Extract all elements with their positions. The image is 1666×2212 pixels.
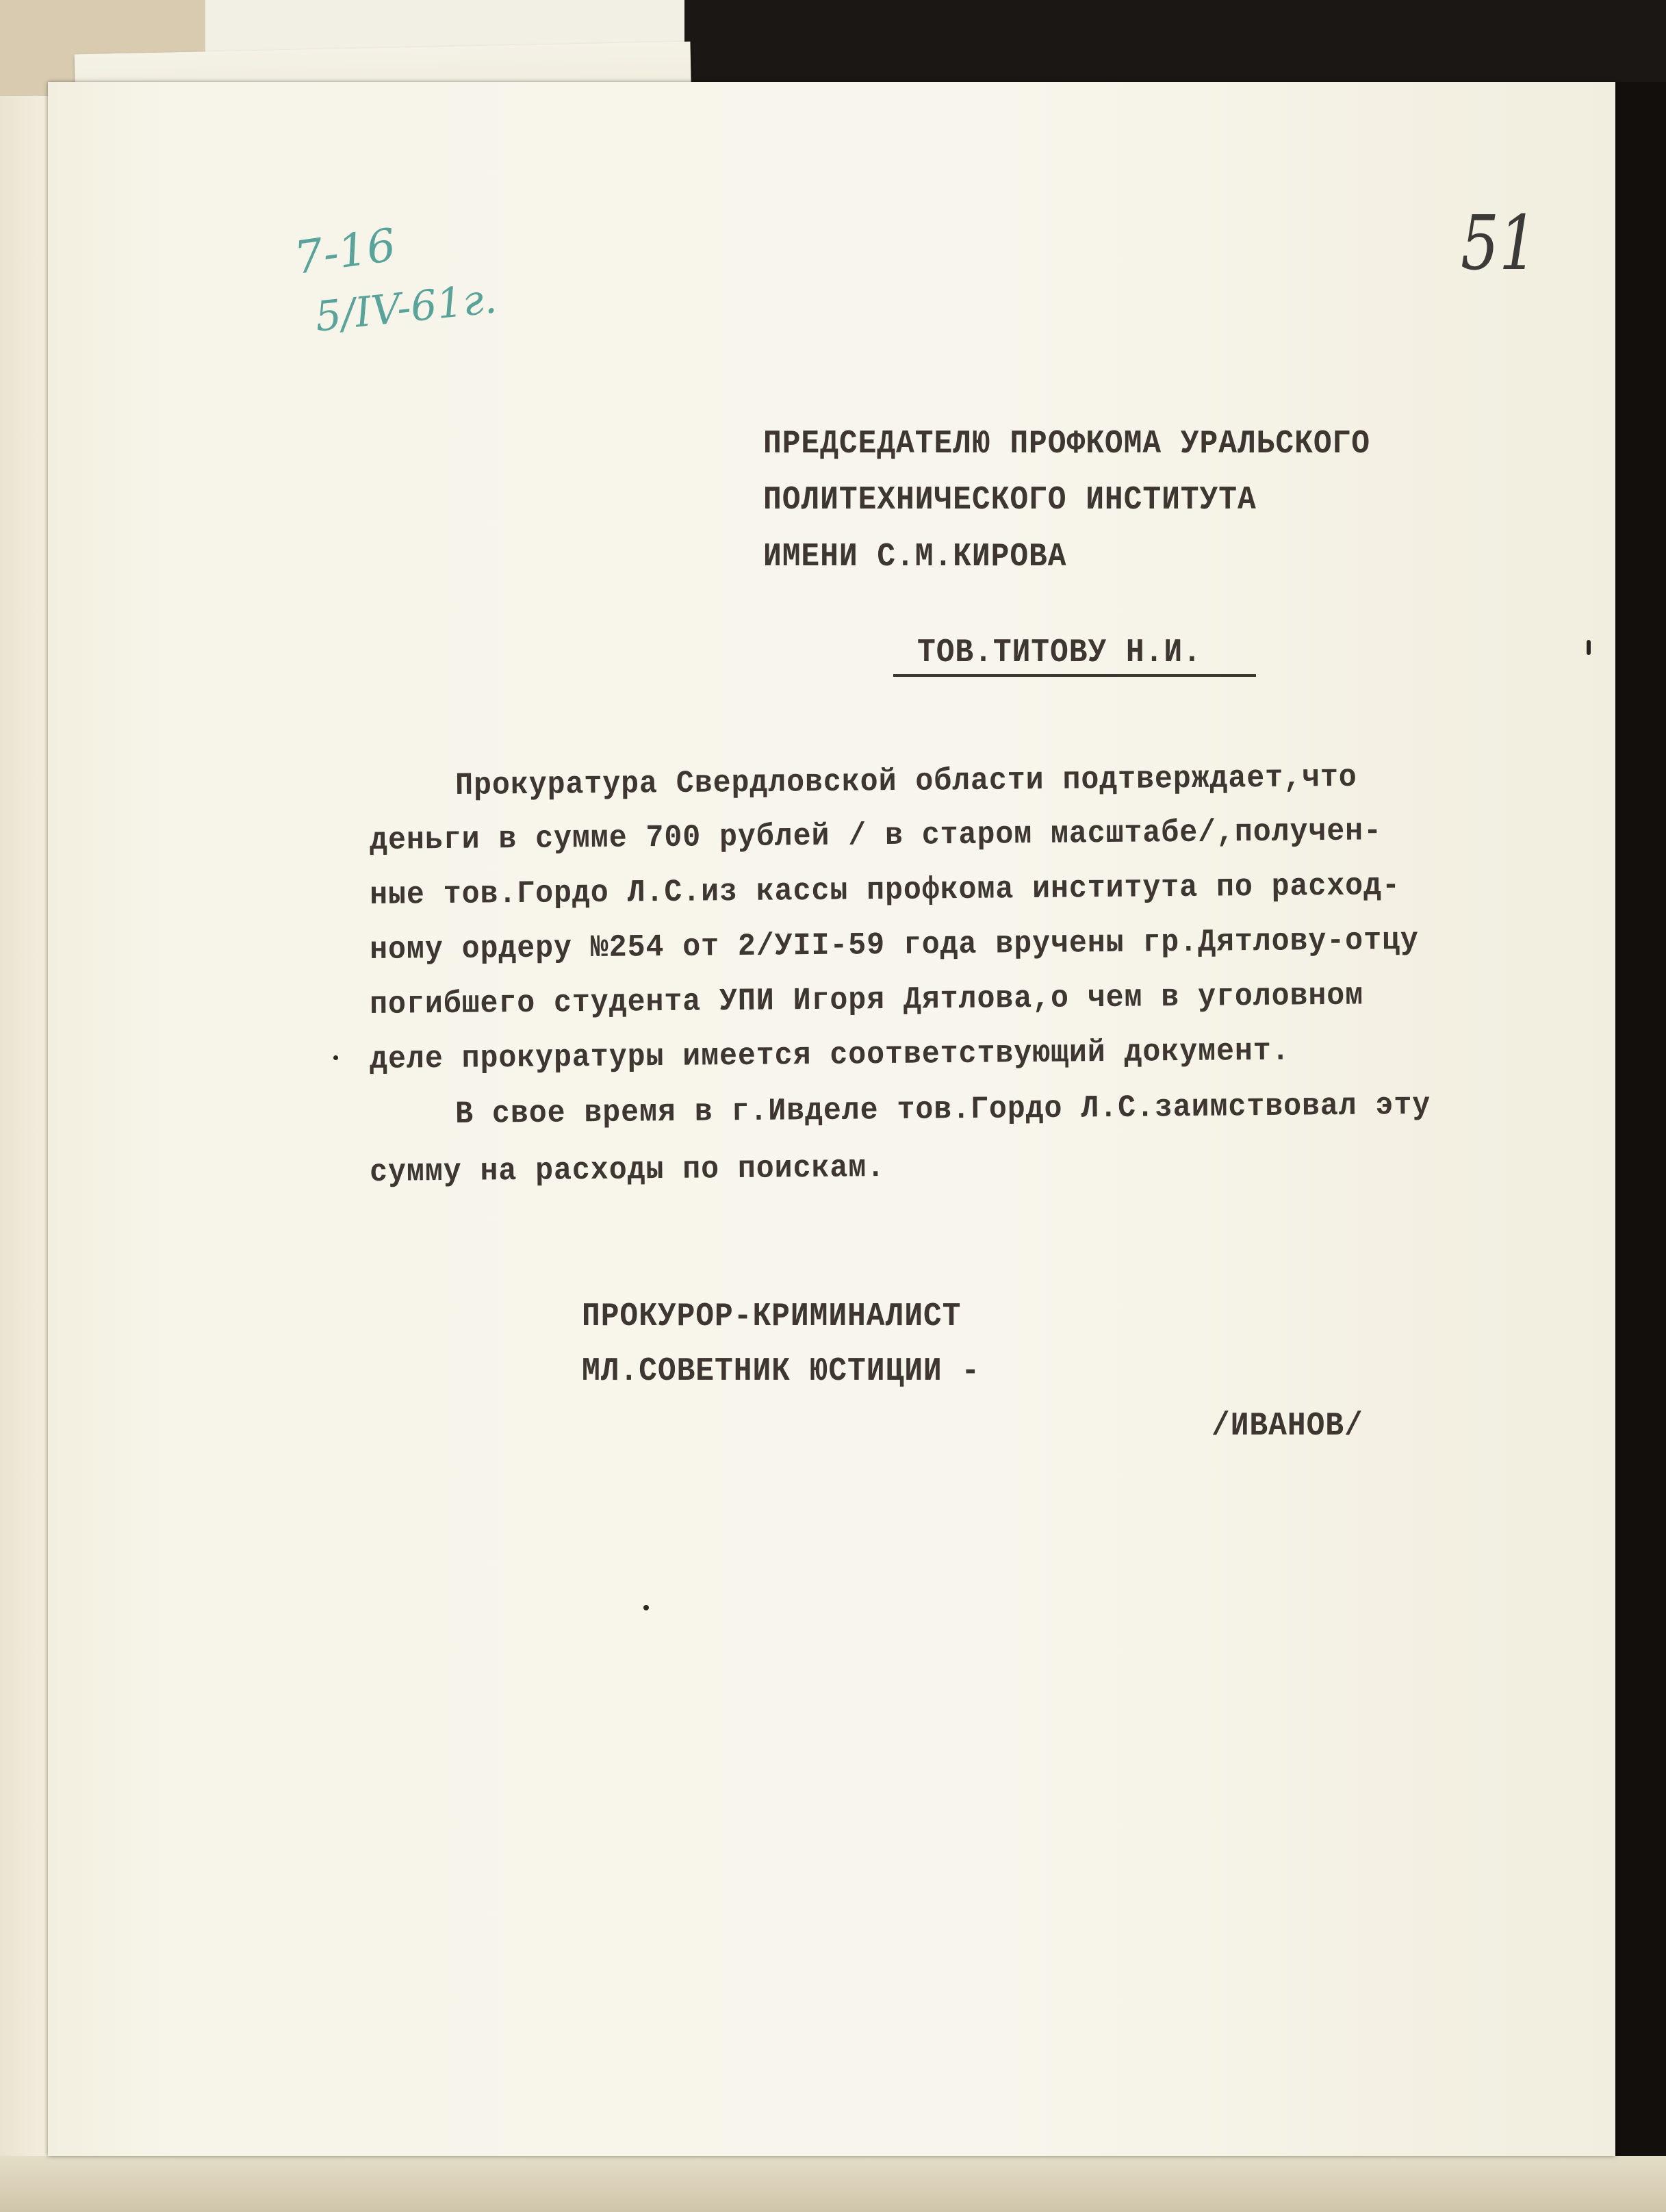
registry-number-handwritten: 7-16: [291, 218, 399, 285]
body-paragraph-1-line-6: деле прокуратуры имеется соответствующий документ.: [369, 1033, 1290, 1077]
body-paragraph-1-line-1: Прокуратура Свердловской области подтверждает,что: [454, 759, 1357, 803]
body-paragraph-1-line-4: ному ордеру №254 от 2/УII-59 года вручены гр.Дятлову-отцу: [369, 922, 1419, 968]
signature-title-2: МЛ.СОВЕТНИК ЮСТИЦИИ -: [582, 1353, 981, 1390]
addressee-line-1: ПРЕДСЕДАТЕЛЮ ПРОФКОМА УРАЛЬСКОГО: [763, 426, 1370, 463]
paper-speck: [643, 1605, 649, 1610]
recipient-name: ТОВ.ТИТОВУ Н.И.: [917, 634, 1202, 671]
signatory-name: /ИВАНОВ/: [1212, 1408, 1363, 1445]
body-paragraph-2-line-1: В свое время в г.Ивделе тов.Гордо Л.С.заимствовал эту: [454, 1087, 1431, 1132]
signature-title-1: ПРОКУРОР-КРИМИНАЛИСТ: [582, 1298, 962, 1335]
registry-date-handwritten: 5/IV-61г.: [313, 274, 499, 342]
underlying-sheet-bottom: [0, 2156, 1666, 2212]
body-paragraph-1-line-5: погибшего студента УПИ Игоря Дятлова,о чем в уголовном: [369, 977, 1364, 1023]
body-paragraph-2-line-2: сумму на расходы по поискам.: [369, 1150, 886, 1190]
scanner-shadow: [1615, 82, 1666, 2156]
paper-speck: [1587, 640, 1591, 655]
addressee-line-3: ИМЕНИ С.М.КИРОВА: [763, 539, 1067, 576]
paper-speck: [333, 1055, 338, 1060]
page-number: 51: [1460, 199, 1537, 287]
addressee-line-2: ПОЛИТЕХНИЧЕСКОГО ИНСТИТУТА: [763, 482, 1257, 519]
body-paragraph-1-line-3: ные тов.Гордо Л.С.из кассы профкома института по расход-: [369, 868, 1401, 913]
recipient-underline: [893, 674, 1256, 677]
body-paragraph-1-line-2: деньги в сумме 700 рублей / в старом масштабе/,получен-: [369, 813, 1383, 858]
